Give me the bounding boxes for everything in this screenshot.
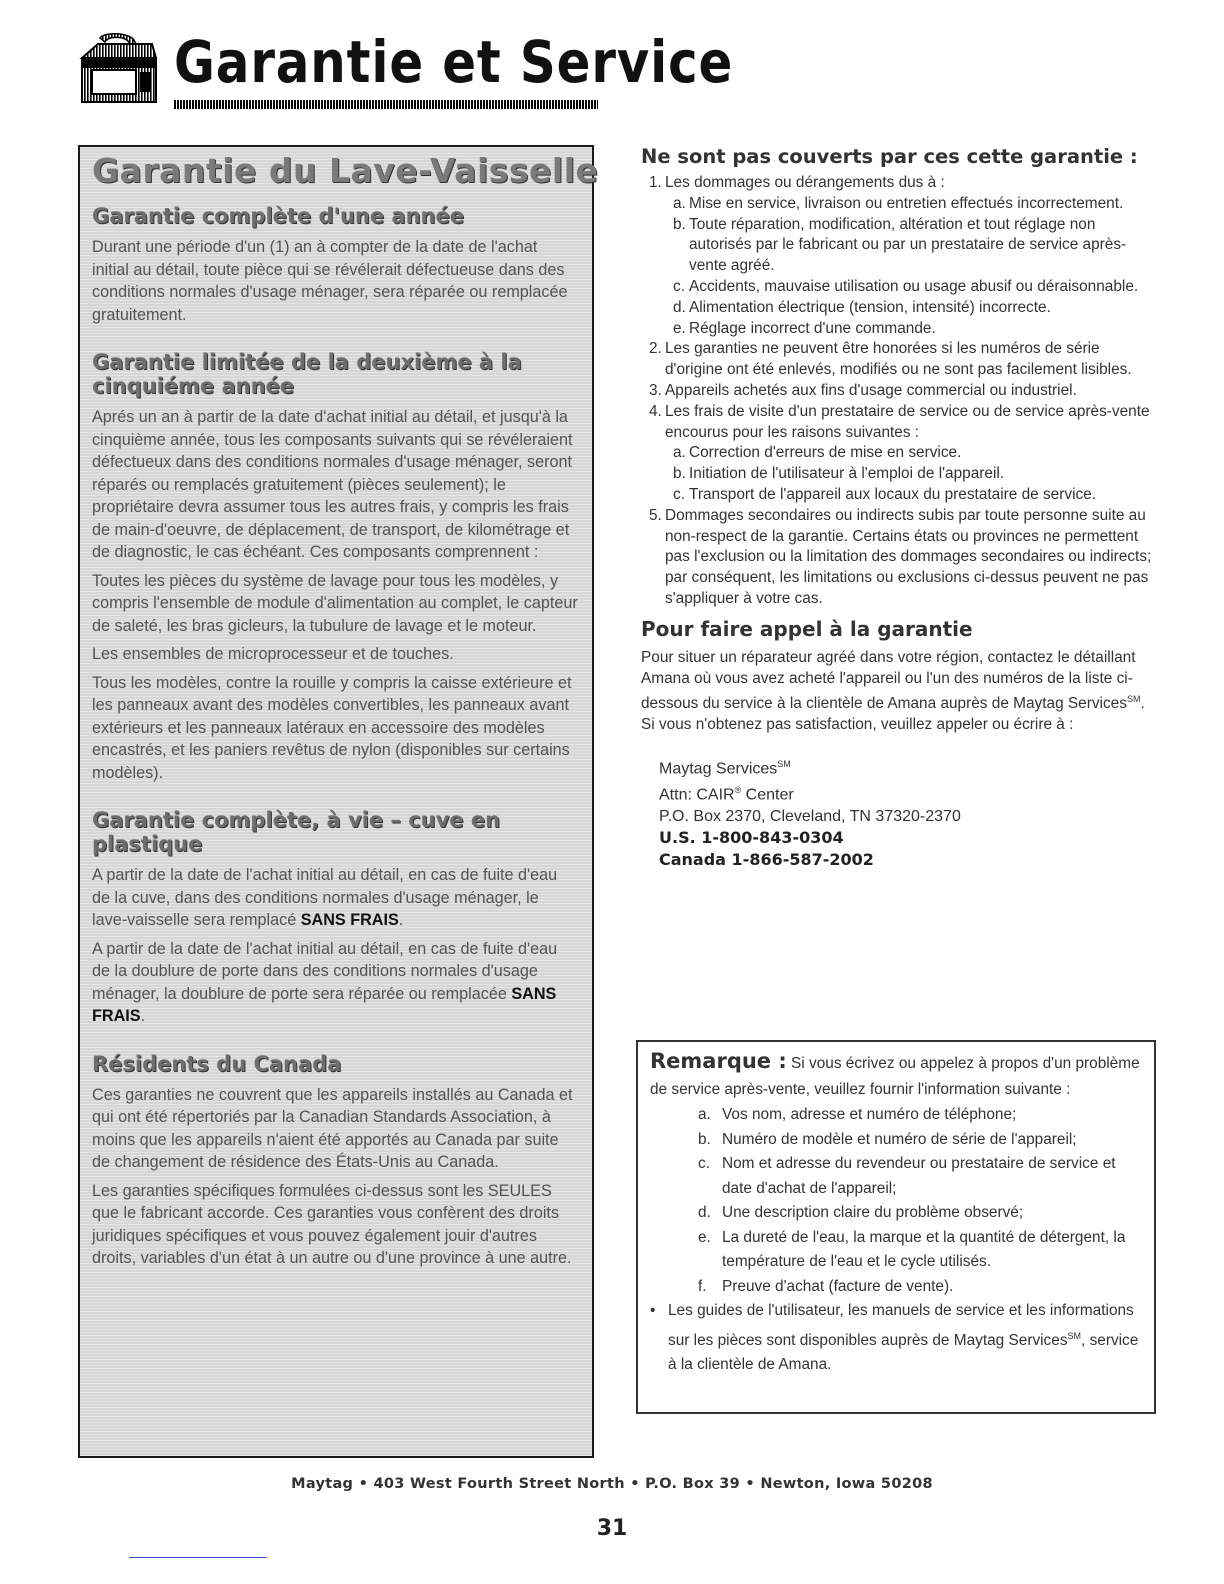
section-heading: Garantie limitée de la deuxième à la cinquiéme année bbox=[92, 350, 522, 398]
paragraph: Toutes les pièces du système de lavage pour tous les modèles, y compris l'ensemble de module d'alimentation au complet, le capteur de saleté, les bras gicleurs, la tubulure de lavage et le moteur. bbox=[92, 571, 578, 635]
paragraph: Pour situer un réparateur agréé dans votre région, contactez le détaillant Amana où vous avez acheté l'appareil ou l'un des numéros de la liste ci-dessous du service à la clientèle de Amana auprès de Maytag Services℠. Si vous n'obtenez pas satisfaction, veuillez appeler ou écrire à : bbox=[641, 648, 1145, 734]
list-item: d. Alimentation électrique (tension, intensité) incorrecte. bbox=[673, 298, 1051, 316]
list-item: c. Accidents, mauvaise utilisation ou usage abusif ou déraisonnable. bbox=[673, 277, 1139, 295]
note-intro: Remarque : Si vous écrivez ou appelez à propos d'un problème de service après-vente, veuillez fournir l'information suivante : bbox=[650, 1049, 1140, 1098]
paragraph: A partir de la date de l'achat initial au détail, en cas de fuite d'eau de la doublure de porte dans des conditions normales d'usage ménager, la doublure de porte sera réparée ou remplacée SANS FRAIS. bbox=[92, 939, 558, 1025]
paragraph: Les ensembles de microprocesseur et de touches. bbox=[92, 645, 454, 663]
canada-phone: Canada 1-866-587-2002 bbox=[659, 849, 874, 869]
warranty-title: Garantie du Lave-Vaisselle bbox=[92, 151, 599, 190]
list-item: 3. Appareils achetés aux fins d'usage commercial ou industriel. bbox=[649, 381, 1077, 399]
bottom-rule bbox=[129, 1557, 267, 1558]
list-item: a. Mise en service, livraison ou entretien effectués incorrectement. bbox=[673, 194, 1124, 212]
list-item: b. Toute réparation, modification, altération et tout réglage non autorisés par le fabricant ou par un prestataire de service après-vente agréé. bbox=[673, 215, 1127, 275]
page-title: Garantie et Service bbox=[174, 28, 734, 96]
list-item: d. Une description claire du problème observé; bbox=[698, 1204, 1024, 1221]
section-heading: Garantie complète, à vie – cuve en plastique bbox=[92, 808, 501, 856]
paragraph: Durant une période d'un (1) an à compter de la date de l'achat initial au détail, toute pièce qui se révélerait défectueuse dans des conditions normales d'usage ménager, sera réparée ou remplacée gratuitement. bbox=[92, 238, 568, 324]
paragraph: A partir de la date de l'achat initial au détail, en cas de fuite d'eau de la cuve, dans des conditions normales d'usage ménager, le lave-vaisselle sera remplacé SANS FRAIS. bbox=[92, 866, 558, 929]
note-box bbox=[636, 1040, 1156, 1414]
list-item: 1. Les dommages ou dérangements dus à : a. Mise en service, livraison ou entretien effectués incorrectement. b. Toute réparation, modification, altération et tout réglage non autorisés par le fabricant ou par un prestataire de service après-vente agréé. c. Accidents, mauvaise utilisation ou usage abusif ou déraisonnable. d. Alimentation électrique (tension, intensité) incorrecte. e. Réglage incorrect d'une commande. bbox=[641, 173, 1161, 339]
list-item: e. Réglage incorrect d'une commande. bbox=[673, 319, 936, 337]
title-underline bbox=[174, 100, 598, 109]
list-item: 5. Dommages secondaires ou indirects subis par toute personne suite au non-respect de la garantie. Certains états ou provinces ne permettent pas l'exclusion ou la limitation des dommages secondaires ou indirects; par conséquent, les limitations ou exclusions ci-dessus peuvent ne pas s'appliquer à votre cas. bbox=[649, 506, 1152, 607]
address-line: P.O. Box 2370, Cleveland, TN 37320-2370 bbox=[659, 807, 961, 825]
paragraph: Tous les modèles, contre la rouille y compris la caisse extérieure et les panneaux avant des modèles convertibles, les panneaux avant extérieurs et les panneaux latéraux en accessoire des modèles encastrés, et les paniers revêtus de nylon (disponibles sur certains modèles). bbox=[92, 673, 572, 782]
list-item: f. Preuve d'achat (facture de vente). bbox=[698, 1277, 954, 1295]
claim-heading: Pour faire appel à la garantie bbox=[641, 616, 973, 641]
list-item: e. La dureté de l'eau, la marque et la quantité de détergent, la température de l'eau et le cycle utilisés. bbox=[698, 1228, 1126, 1270]
section-heading: Résidents du Canada bbox=[92, 1051, 342, 1076]
paragraph: Ces garanties ne couvrent que les appareils installés au Canada et qui ont été répertoriés par la Canadian Standards Association, à moins que les appareils n'aient été apportés au Canada par suite de changement de résidence des États-Unis au Canada. bbox=[92, 1085, 573, 1171]
section-heading: Garantie complète d'une année bbox=[92, 204, 464, 228]
address-line: Maytag Services℠ bbox=[659, 759, 791, 778]
list-item: a. Correction d'erreurs de mise en service. bbox=[673, 444, 962, 462]
list-item: 4. Les frais de visite d'un prestataire de service ou de service après-vente encourus pour les raisons suivantes : a. Correction d'erreurs de mise en service. b. Initiation de l'utilisateur à l'emploi de l'appareil. c. Transport de l'appareil aux locaux du prestataire de service. bbox=[641, 402, 1161, 506]
list-item: a. Vos nom, adresse et numéro de téléphone; bbox=[698, 1106, 1017, 1123]
page-header bbox=[78, 28, 734, 108]
us-phone: U.S. 1-800-843-0304 bbox=[659, 828, 844, 848]
service-address bbox=[659, 754, 1161, 870]
address-line: Attn: CAIR® Center bbox=[659, 784, 794, 804]
note-bullet: • Les guides de l'utilisateur, les manuels de service et les informations sur les pièces sont disponibles auprès de Maytag Services℠, service à la clientèle de Amana. bbox=[650, 1302, 1139, 1374]
toolbox-icon bbox=[78, 32, 158, 106]
list-item: b. Initiation de l'utilisateur à l'emploi de l'appareil. bbox=[673, 465, 1005, 483]
footer-address: Maytag • 403 West Fourth Street North • P.O. Box 39 • Newton, Iowa 50208 bbox=[291, 1476, 933, 1492]
list-item: b. Numéro de modèle et numéro de série de l'appareil; bbox=[698, 1130, 1077, 1148]
page-number: 31 bbox=[596, 1516, 628, 1541]
list-item: c. Nom et adresse du revendeur ou prestataire de service et date d'achat de l'appareil; bbox=[698, 1155, 1116, 1197]
exclusions-list bbox=[641, 173, 1161, 610]
warranty-box bbox=[78, 145, 599, 1458]
paragraph: Aprés un an à partir de la date d'achat initial au détail, et jusqu'à la cinquième année, tous les composants suivants qui se révéleraient défectueux dans des conditions normales d'usage ménager, seront réparés ou remplacés gratuitement (pièces seulement); le propriétaire devra assumer tous les autres frais, y compris les frais de main-d'oeuvre, de déplacement, de transport, de kilométrage et de diagnostic, le cas échéant. Ces composants comprennent : bbox=[92, 408, 573, 561]
note-list bbox=[698, 1103, 1144, 1299]
list-item: 2. Les garanties ne peuvent être honorées si les numéros de série d'origine ont été enlevés, modifiés ou ne sont pas facilement lisibles. bbox=[649, 340, 1132, 379]
right-column bbox=[641, 145, 1161, 870]
list-item: c. Transport de l'appareil aux locaux du prestataire de service. bbox=[673, 485, 1097, 503]
paragraph: Les garanties spécifiques formulées ci-dessus sont les SEULES que le fabricant accorde. Ces garanties vous confèrent des droits juridiques spécifiques et vous pouvez également jouir d'autres droits, variables d'un état à un autre ou d'une province à une autre. bbox=[92, 1181, 572, 1267]
exclusions-heading: Ne sont pas couverts par ces cette garantie : bbox=[641, 145, 1138, 168]
